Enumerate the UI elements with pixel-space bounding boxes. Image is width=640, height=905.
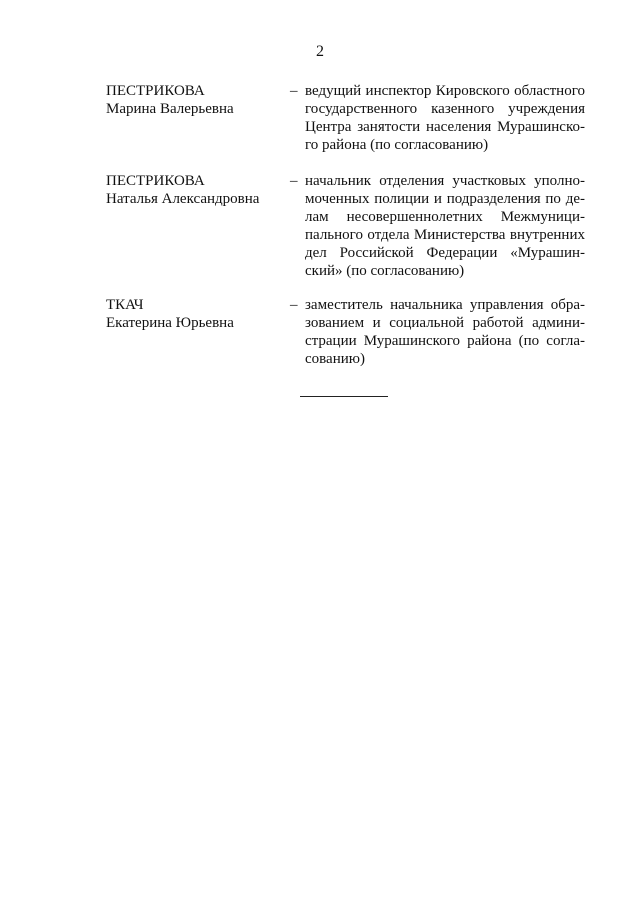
member-surname: ПЕСТРИКОВА — [106, 83, 205, 99]
role-line: заместитель начальника управления обра- — [305, 297, 585, 313]
member-given-names: Наталья Александровна — [106, 191, 260, 207]
role-line: моченных полиции и подразделения по де- — [305, 191, 585, 207]
role-line: го района (по согласованию) — [305, 137, 489, 153]
member-role — [305, 172, 585, 280]
role-line: начальник отделения участковых уполно- — [305, 173, 585, 189]
role-line: ведущий инспектор Кировского областного — [305, 83, 585, 99]
member-name — [106, 82, 276, 118]
member-role — [305, 296, 585, 368]
closing-rule — [300, 396, 388, 397]
member-given-names: Марина Валерьевна — [106, 101, 234, 117]
member-name — [106, 296, 276, 332]
dash-separator: – — [290, 83, 298, 99]
role-line: сованию) — [305, 351, 365, 367]
member-name — [106, 172, 276, 208]
member-role — [305, 82, 585, 154]
role-line: ский» (по согласованию) — [305, 263, 465, 279]
member-surname: ПЕСТРИКОВА — [106, 173, 205, 189]
member-surname: ТКАЧ — [106, 297, 144, 313]
role-line: пального отдела Министерства внутренних — [305, 227, 585, 243]
dash-separator: – — [290, 173, 298, 189]
member-given-names: Екатерина Юрьевна — [106, 315, 234, 331]
role-line: страции Мурашинского района (по согла- — [305, 333, 585, 349]
role-line: государственного казенного учреждения — [305, 101, 585, 117]
role-line: лам несовершеннолетних Межмуници- — [305, 209, 585, 225]
role-line: Центра занятости населения Мурашинско- — [305, 119, 585, 135]
role-line: зованием и социальной работой админи- — [305, 315, 585, 331]
page-number: 2 — [316, 43, 324, 60]
dash-separator: – — [290, 297, 298, 313]
role-line: дел Российской Федерации «Мурашин- — [305, 245, 585, 261]
